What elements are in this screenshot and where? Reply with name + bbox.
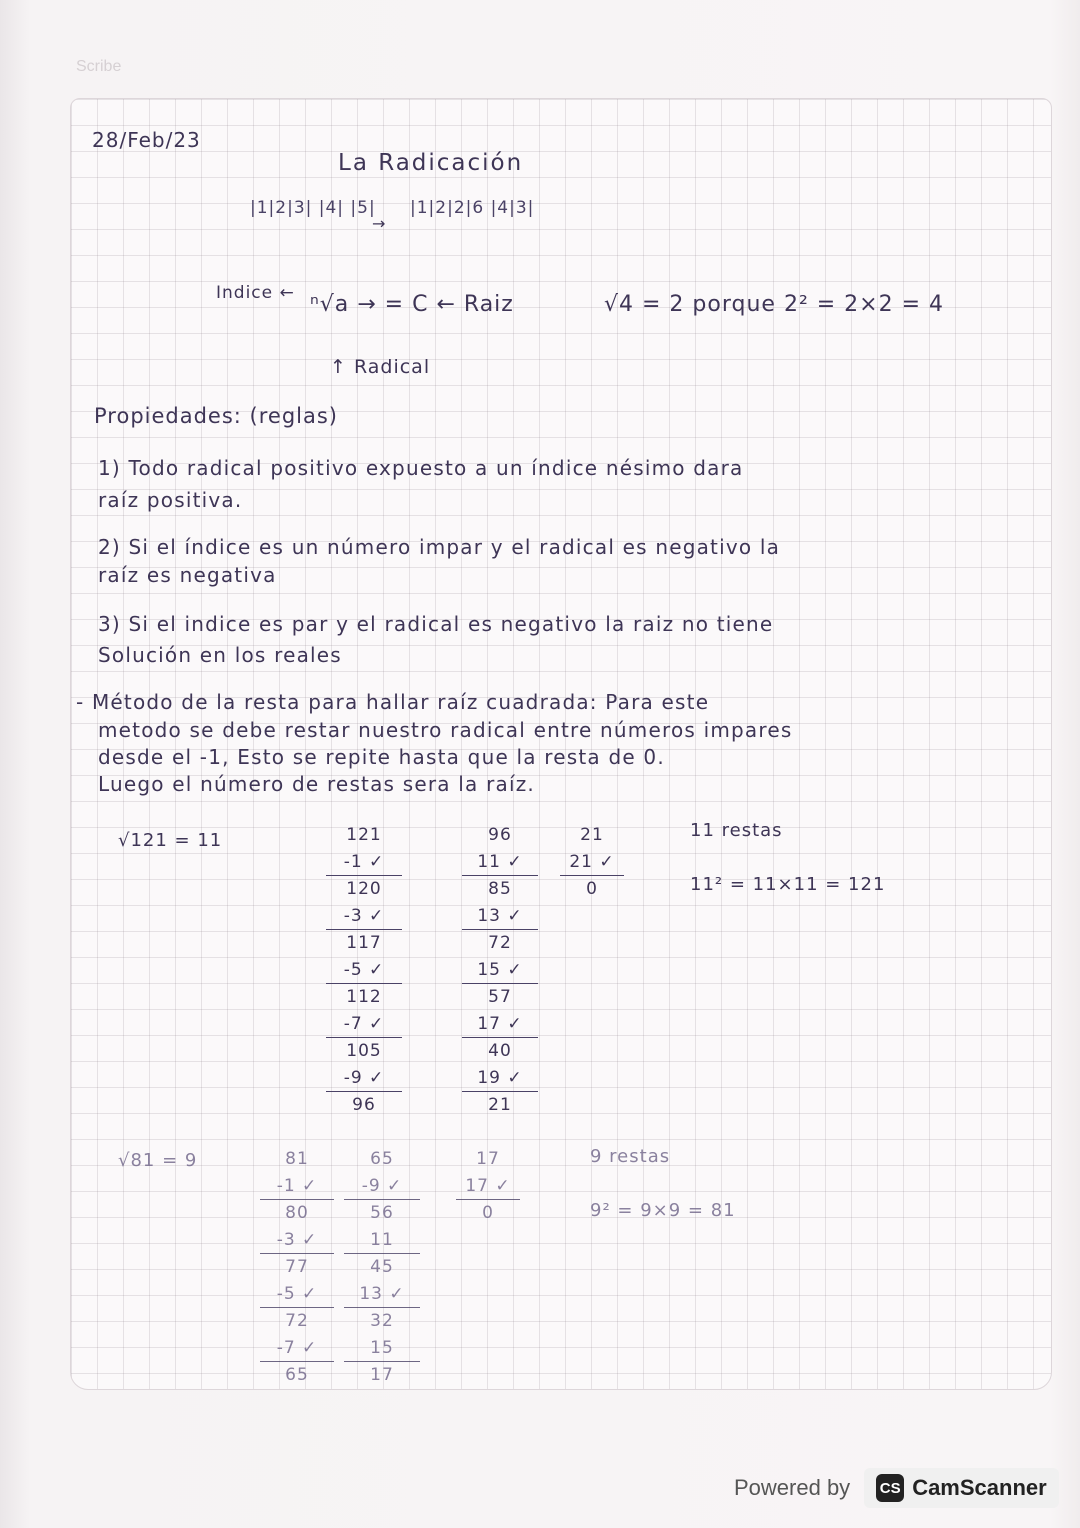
subtraction-step: 112	[346, 987, 382, 1007]
subtraction-step: 13 ✓	[462, 903, 538, 930]
subtraction-step: 96	[488, 825, 512, 845]
example-2-column-2	[344, 1146, 420, 1389]
example-1-check: 11² = 11×11 = 121	[690, 874, 886, 895]
subtraction-step: 17 ✓	[456, 1173, 520, 1200]
subtraction-step: 120	[346, 879, 382, 899]
example-1-root: √121 = 11	[118, 830, 223, 851]
subtraction-step: 17	[476, 1149, 500, 1169]
subtraction-step: 56	[370, 1203, 394, 1223]
rule-1-line-2: raíz positiva.	[98, 488, 243, 512]
subtraction-step: 57	[488, 987, 512, 1007]
method-line-4: Luego el número de restas sera la raíz.	[98, 772, 535, 796]
subtraction-step: 65	[285, 1365, 309, 1385]
root-example: √4 = 2 porque 2² = 2×2 = 4	[604, 292, 945, 317]
subtraction-step: -9 ✓	[326, 1065, 402, 1092]
radical-formula: ⁿ√a → = C ← Raiz	[310, 292, 514, 317]
subtraction-step: 15 ✓	[462, 957, 538, 984]
subtraction-step: -1 ✓	[326, 849, 402, 876]
method-line-1: - Método de la resta para hallar raíz cuadrada: Para este	[76, 690, 710, 714]
subtraction-step: 96	[352, 1095, 376, 1115]
digit-boxes-right: |1|2|2|6 |4|3|	[410, 198, 535, 218]
example-2-column-1	[260, 1146, 334, 1389]
subtraction-step: 21	[488, 1095, 512, 1115]
example-2-column-3	[456, 1146, 520, 1227]
subtraction-step: 17	[370, 1365, 394, 1385]
example-1-column-3	[560, 822, 624, 903]
example-2-count: 9 restas	[590, 1146, 671, 1167]
subtraction-step: 72	[285, 1311, 309, 1331]
example-1-count: 11 restas	[690, 820, 783, 841]
subtraction-step: -5 ✓	[326, 957, 402, 984]
subtraction-step: 85	[488, 879, 512, 899]
camscanner-footer	[734, 1466, 1059, 1510]
rule-3-line-2: Solución en los reales	[98, 643, 342, 667]
subtraction-step: -7 ✓	[326, 1011, 402, 1038]
arrow-icon: →	[372, 214, 387, 233]
scribe-label: Scribe	[76, 58, 122, 75]
subtraction-step: 80	[285, 1203, 309, 1223]
subtraction-step: -5 ✓	[260, 1281, 334, 1308]
subtraction-step: 11	[344, 1227, 420, 1254]
note-date: 28/Feb/23	[92, 128, 201, 152]
subtraction-step: 19 ✓	[462, 1065, 538, 1092]
radical-label: ↑ Radical	[330, 356, 431, 378]
subtraction-step: 13 ✓	[344, 1281, 420, 1308]
example-1-column-2	[462, 822, 538, 1119]
subtraction-step: 11 ✓	[462, 849, 538, 876]
subtraction-step: 121	[346, 825, 382, 845]
subtraction-step: -3 ✓	[260, 1227, 334, 1254]
note-title: La Radicación	[338, 150, 524, 176]
example-2-check: 9² = 9×9 = 81	[590, 1200, 736, 1221]
subtraction-step: -7 ✓	[260, 1335, 334, 1362]
powered-by-text: Powered by	[734, 1475, 851, 1500]
subtraction-step: -1 ✓	[260, 1173, 334, 1200]
digit-boxes-left: |1|2|3| |4| |5|	[250, 198, 376, 218]
rule-2-line-1: 2) Si el índice es un número impar y el radical es negativo la	[98, 535, 781, 559]
subtraction-step: 105	[346, 1041, 382, 1061]
subtraction-step: 32	[370, 1311, 394, 1331]
indice-label: Indice ←	[216, 283, 295, 303]
rule-2-line-2: raíz es negativa	[98, 563, 277, 587]
subtraction-step: 15	[344, 1335, 420, 1362]
camscanner-logo-icon: CS	[876, 1474, 904, 1502]
subtraction-step: 72	[488, 933, 512, 953]
subtraction-step: 21	[580, 825, 604, 845]
subtraction-step: 117	[346, 933, 382, 953]
camscanner-brand: CamScanner	[912, 1475, 1047, 1500]
subtraction-step: 0	[482, 1203, 494, 1223]
subtraction-step: 0	[586, 879, 598, 899]
subtraction-step: 45	[370, 1257, 394, 1277]
subtraction-step: 65	[370, 1149, 394, 1169]
properties-title: Propiedades: (reglas)	[94, 404, 338, 428]
subtraction-step: 40	[488, 1041, 512, 1061]
subtraction-step: 21 ✓	[560, 849, 624, 876]
camscanner-badge	[864, 1468, 1059, 1508]
subtraction-step: 17 ✓	[462, 1011, 538, 1038]
example-1-column-1	[326, 822, 402, 1119]
method-line-3: desde el -1, Esto se repite hasta que la resta de 0.	[98, 745, 665, 769]
subtraction-step: 77	[285, 1257, 309, 1277]
subtraction-step: 81	[285, 1149, 309, 1169]
method-line-2: metodo se debe restar nuestro radical entre números impares	[98, 718, 793, 742]
subtraction-step: -3 ✓	[326, 903, 402, 930]
rule-1-line-1: 1) Todo radical positivo expuesto a un índice nésimo dara	[98, 456, 744, 480]
subtraction-step: -9 ✓	[344, 1173, 420, 1200]
example-2-root: √81 = 9	[118, 1150, 198, 1171]
rule-3-line-1: 3) Si el indice es par y el radical es negativo la raiz no tiene	[98, 612, 774, 636]
